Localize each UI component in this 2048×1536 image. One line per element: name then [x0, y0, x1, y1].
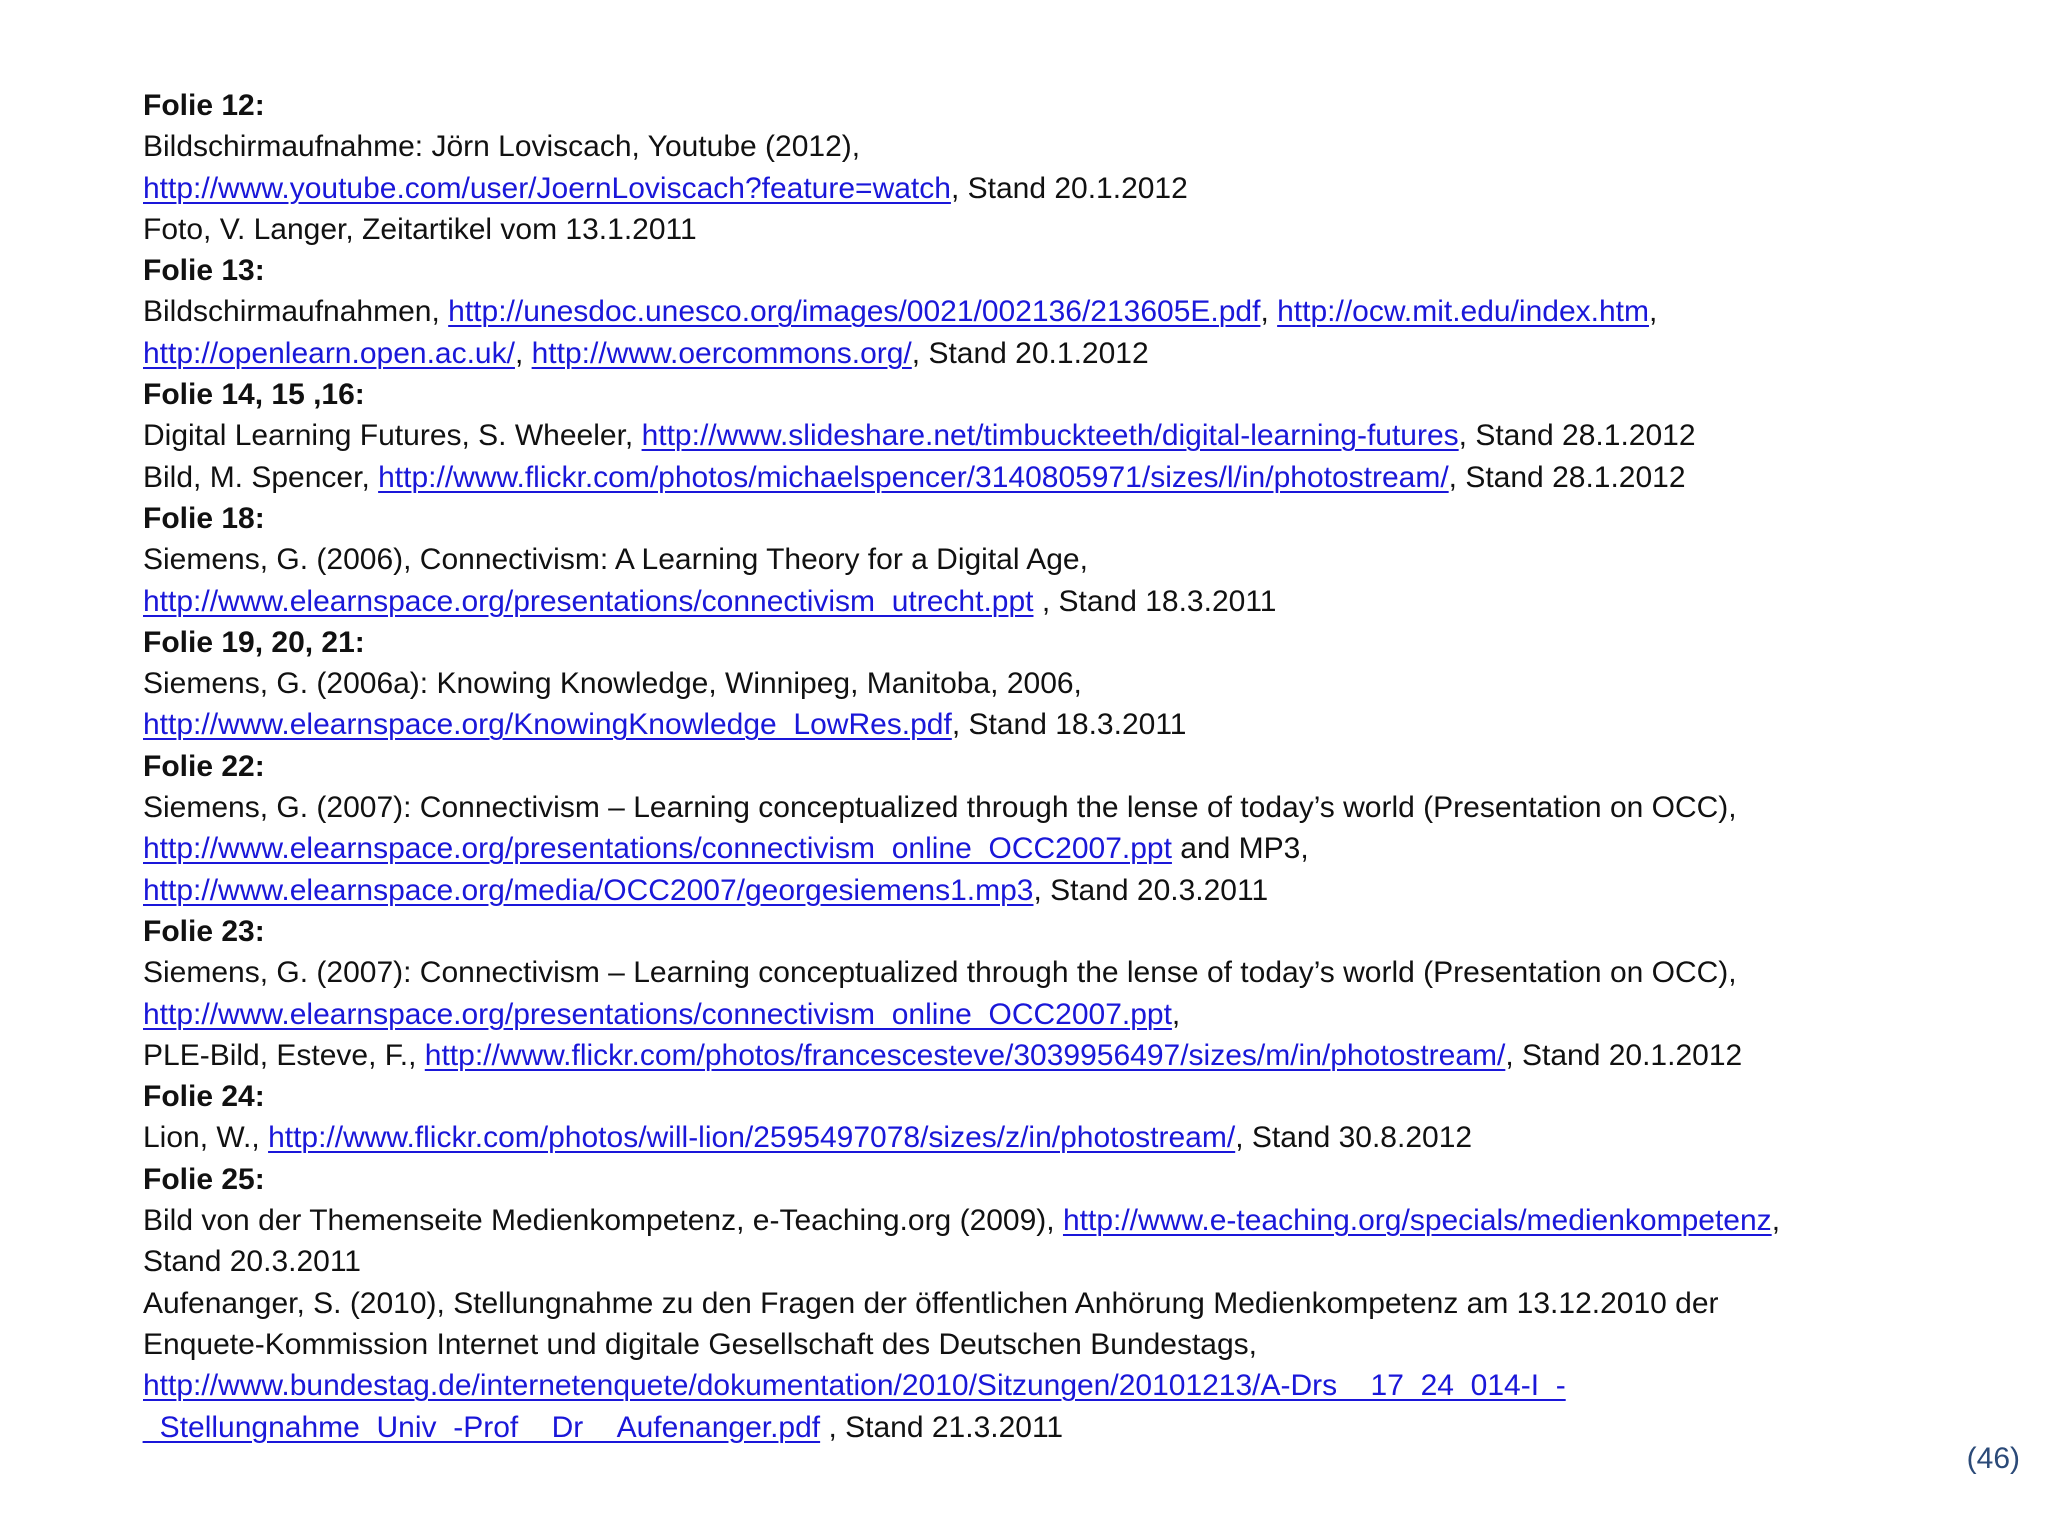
slide-heading-text: Folie 25:	[143, 1162, 265, 1196]
slide-heading-text: Folie 13:	[143, 254, 265, 288]
line-folie-23-ppt	[143, 994, 2003, 1035]
reference-text: , Stand 21.3.2011	[820, 1410, 1064, 1444]
reference-text: ,	[1771, 1204, 1781, 1238]
heading-folie-19-20-21	[143, 622, 2003, 663]
reference-text: , Stand 20.1.2012	[950, 171, 1188, 205]
reference-text: ,	[1260, 295, 1278, 329]
reference-text: ,	[1171, 997, 1181, 1031]
reference-link[interactable]: http://www.slideshare.net/timbuckteeth/digital-learning-futures	[641, 419, 1459, 453]
line-folie-18-url	[143, 581, 2003, 622]
reference-link[interactable]: http://www.elearnspace.org/presentations/connectivism_online_OCC2007.ppt	[143, 832, 1172, 866]
reference-text: , Stand 20.1.2012	[1505, 1038, 1743, 1072]
reference-link[interactable]: http://www.elearnspace.org/presentations/connectivism_utrecht.ppt	[143, 584, 1034, 618]
line-folie-12-screenshot	[143, 126, 2003, 167]
reference-link[interactable]: _Stellungnahme_Univ_-Prof__Dr__Aufenanger.pdf	[143, 1410, 821, 1444]
reference-text: Digital Learning Futures, S. Wheeler,	[143, 419, 642, 453]
reference-link[interactable]: http://openlearn.open.ac.uk/	[143, 336, 515, 370]
reference-text: Bild, M. Spencer,	[143, 460, 379, 494]
line-folie-14-spencer	[143, 457, 2003, 498]
reference-text: and MP3,	[1171, 832, 1309, 866]
line-folie-23-siemens	[143, 952, 2003, 993]
reference-text: , Stand 20.1.2012	[911, 336, 1149, 370]
reference-text: Enquete-Kommission Internet und digitale Gesellschaft des Deutschen Bundestags,	[143, 1327, 1257, 1361]
line-folie-19-url	[143, 704, 2003, 745]
slide-heading-text: Folie 12:	[143, 89, 265, 122]
reference-link[interactable]: http://www.flickr.com/photos/michaelspencer/3140805971/sizes/l/in/photostream/	[378, 460, 1449, 494]
reference-link[interactable]: http://www.elearnspace.org/media/OCC2007/georgesiemens1.mp3	[143, 873, 1034, 907]
line-folie-22-ppt	[143, 828, 2003, 869]
reference-link[interactable]: http://www.flickr.com/photos/francescesteve/3039956497/sizes/m/in/photostream/	[424, 1038, 1506, 1072]
line-folie-25-url-2	[143, 1407, 2003, 1448]
reference-text: , Stand 28.1.2012	[1458, 419, 1696, 453]
reference-text: Bild von der Themenseite Medienkompetenz, e-Teaching.org (2009),	[143, 1204, 1063, 1238]
slide-heading-text: Folie 23:	[143, 914, 265, 948]
reference-text: Siemens, G. (2006a): Knowing Knowledge, Winnipeg, Manitoba, 2006,	[143, 667, 1082, 701]
reference-link[interactable]: http://www.bundestag.de/internetenquete/dokumentation/2010/Sitzungen/20101213/A-Drs__17_24_014-I_-	[143, 1369, 1566, 1403]
slide-heading-text: Folie 14, 15 ,16:	[143, 378, 365, 412]
reference-text: Siemens, G. (2007): Connectivism – Learning conceptualized through the lense of today’s world (Presentation on OCC),	[143, 791, 1737, 825]
reference-link[interactable]: http://www.youtube.com/user/JoernLoviscach?feature=watch	[143, 171, 951, 205]
reference-text: ,	[1648, 295, 1658, 329]
heading-folie-12	[143, 85, 2003, 126]
line-folie-13-urls	[143, 333, 2003, 374]
line-folie-22-siemens	[143, 787, 2003, 828]
line-folie-12-url	[143, 168, 2003, 209]
heading-folie-24	[143, 1076, 2003, 1117]
reference-text: , Stand 30.8.2012	[1235, 1121, 1473, 1155]
heading-folie-13	[143, 250, 2003, 291]
reference-text: Stand 20.3.2011	[143, 1245, 361, 1279]
line-folie-25-url-1	[143, 1365, 2003, 1406]
line-folie-14-wheeler	[143, 415, 2003, 456]
reference-text: Siemens, G. (2006), Connectivism: A Learning Theory for a Digital Age,	[143, 543, 1088, 577]
reference-text: , Stand 20.3.2011	[1033, 873, 1269, 907]
line-folie-18-siemens	[143, 539, 2003, 580]
reference-text: ,	[514, 336, 532, 370]
heading-folie-25	[143, 1159, 2003, 1200]
reference-link[interactable]: http://www.elearnspace.org/presentations/connectivism_online_OCC2007.ppt	[143, 997, 1172, 1031]
heading-folie-14-15-16	[143, 374, 2003, 415]
reference-link[interactable]: http://www.e-teaching.org/specials/medienkompetenz	[1062, 1204, 1772, 1238]
line-folie-13-screenshots	[143, 291, 2003, 332]
reference-text: Lion, W.,	[143, 1121, 269, 1155]
reference-text: Foto, V. Langer, Zeitartikel vom 13.1.2011	[143, 212, 697, 246]
reference-text: Aufenanger, S. (2010), Stellungnahme zu den Fragen der öffentlichen Anhörung Medienkompetenz am 13.12.2010 der	[143, 1286, 1719, 1320]
slide-heading-text: Folie 22:	[143, 749, 265, 783]
line-folie-22-mp3	[143, 870, 2003, 911]
reference-link[interactable]: http://ocw.mit.edu/index.htm	[1277, 295, 1649, 329]
slide-heading-text: Folie 19, 20, 21:	[143, 625, 365, 659]
reference-text: , Stand 18.3.2011	[1033, 584, 1277, 618]
reference-text: PLE-Bild, Esteve, F.,	[143, 1038, 425, 1072]
line-folie-25-aufenanger	[143, 1283, 2003, 1324]
line-folie-19-siemens	[143, 663, 2003, 704]
heading-folie-22	[143, 746, 2003, 787]
line-folie-24-lion	[143, 1117, 2003, 1158]
line-folie-25-stand	[143, 1241, 2003, 1282]
slide-heading-text: Folie 18:	[143, 501, 265, 535]
heading-folie-23	[143, 911, 2003, 952]
heading-folie-18	[143, 498, 2003, 539]
reference-text: Bildschirmaufnahme: Jörn Loviscach, Youtube (2012),	[143, 130, 861, 164]
page-number: (46)	[1966, 1442, 2020, 1475]
slide-heading-text: Folie 24:	[143, 1080, 265, 1114]
line-folie-23-ple	[143, 1035, 2003, 1076]
reference-link[interactable]: http://unesdoc.unesco.org/images/0021/002136/213605E.pdf	[448, 295, 1261, 329]
line-folie-25-enquete	[143, 1324, 2003, 1365]
references-slide	[143, 85, 2003, 1448]
reference-text: Siemens, G. (2007): Connectivism – Learning conceptualized through the lense of today’s world (Presentation on OCC),	[143, 956, 1737, 990]
reference-link[interactable]: http://www.flickr.com/photos/will-lion/2595497078/sizes/z/in/photostream/	[268, 1121, 1236, 1155]
reference-link[interactable]: http://www.elearnspace.org/KnowingKnowledge_LowRes.pdf	[143, 708, 952, 742]
reference-link[interactable]: http://www.oercommons.org/	[531, 336, 912, 370]
reference-text: Bildschirmaufnahmen,	[143, 295, 449, 329]
reference-text: , Stand 18.3.2011	[951, 708, 1187, 742]
reference-text: , Stand 28.1.2012	[1448, 460, 1686, 494]
line-folie-25-bild	[143, 1200, 2003, 1241]
line-folie-12-photo	[143, 209, 2003, 250]
